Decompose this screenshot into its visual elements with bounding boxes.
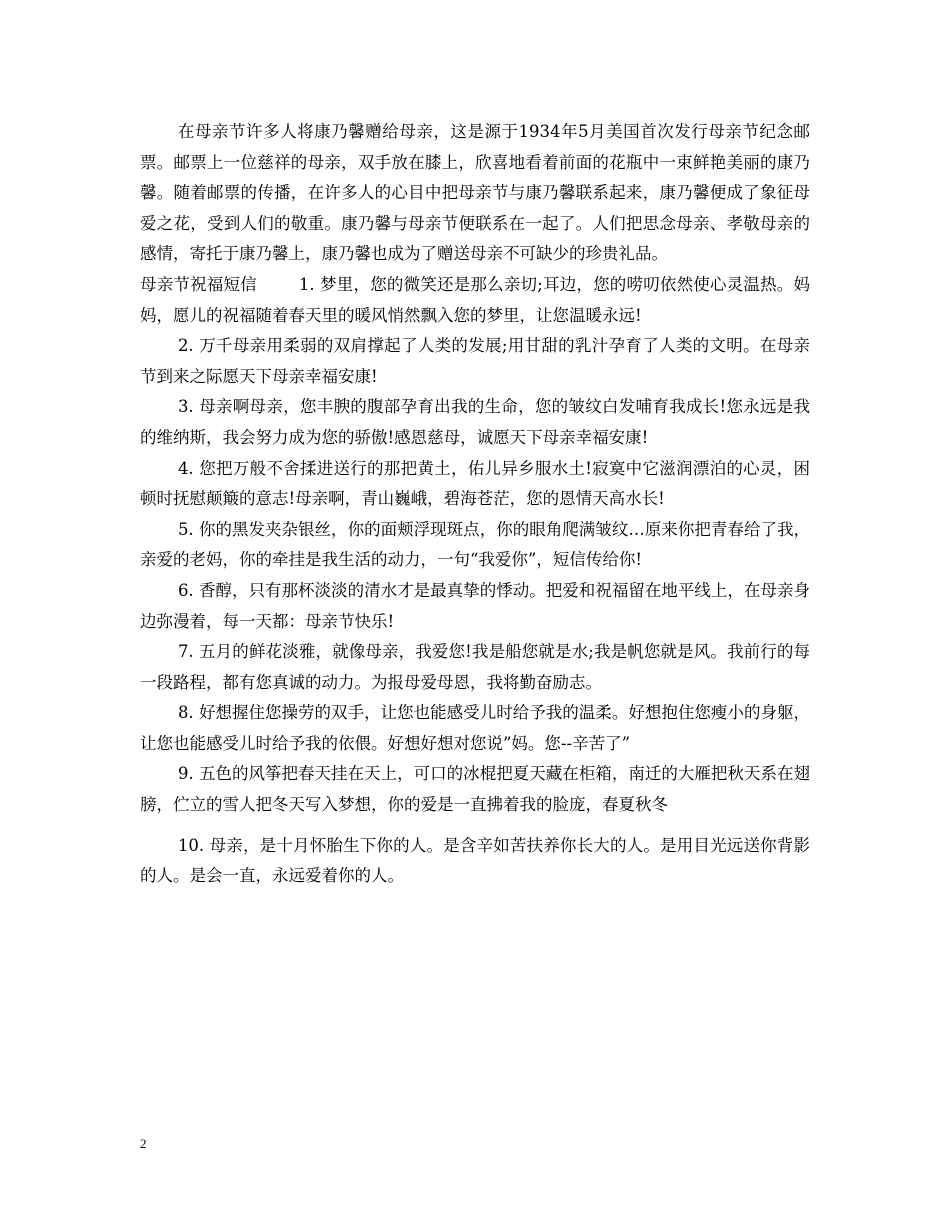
- greeting-item-10: 10. 母亲，是十月怀胎生下你的人。是含辛如苦扶养你长大的人。是用目光远送你背影的人。是会一直，永远爱着你的人。: [140, 835, 810, 886]
- greeting-item-1: 1. 梦里，您的微笑还是那么亲切;耳边，您的唠叨依然使心灵温热。妈妈，愿儿的祝福随着春天里的暖风悄然飘入您的梦里，让您温暖永远!: [140, 274, 811, 325]
- greeting-item-4: 4. 您把万般不舍揉进送行的那把黄土，佑儿异乡服水土!寂寞中它滋润漂泊的心灵，困顿时抚慰颠簸的意志!母亲啊，青山巍峨，碧海苍茫，您的恩情天高水长!: [140, 458, 810, 509]
- document-body: [140, 117, 810, 892]
- greeting-item-1-paragraph: [140, 270, 810, 331]
- greeting-item-3: 3. 母亲啊母亲，您丰腴的腹部孕育出我的生命，您的皱纹白发哺育我成长!您永远是我的维纳斯，我会努力成为您的骄傲!感恩慈母，诚愿天下母亲幸福安康!: [140, 397, 810, 447]
- greeting-item-5: 5. 你的黑发夹杂银丝，你的面颊浮现斑点，你的眼角爬满皱纹…原来你把青春给了我，亲爱的老妈，你的牵挂是我生活的动力，一句“我爱你”，短信传给你!: [140, 519, 810, 570]
- greeting-item-8: 8. 好想握住您操劳的双手，让您也能感受儿时给予我的温柔。好想抱住您瘦小的身躯，让您也能感受儿时给予我的依偎。好想好想对您说”妈。您--辛苦了”: [140, 703, 810, 753]
- section-title: 母亲节祝福短信: [140, 274, 257, 294]
- greeting-item-2: 2. 万千母亲用柔弱的双肩撑起了人类的发展;用甘甜的乳汁孕育了人类的文明。在母亲节到来之际愿天下母亲幸福安康!: [140, 336, 810, 386]
- greeting-item-7: 7. 五月的鲜花淡雅，就像母亲，我爱您!我是船您就是水;我是帆您就是风。我前行的每一段路程，都有您真诚的动力。为报母爱母恩，我将勤奋励志。: [140, 642, 810, 692]
- greeting-item-9: 9. 五色的风筝把春天挂在天上，可口的冰棍把夏天藏在柜箱，南迁的大雁把秋天系在翅膀，伫立的雪人把冬天写入梦想，你的爱是一直拂着我的脸庞，春夏秋冬: [140, 764, 810, 815]
- page-number: 2: [140, 1136, 147, 1151]
- greeting-item-6: 6. 香醇，只有那杯淡淡的清水才是最真挚的悸动。把爱和祝福留在地平线上，在母亲身边弥漫着，每一天都：母亲节快乐!: [140, 580, 810, 631]
- intro-paragraph: 在母亲节许多人将康乃馨赠给母亲，这是源于1934年5月美国首次发行母亲节纪念邮票。邮票上一位慈祥的母亲，双手放在膝上，欣喜地看着前面的花瓶中一束鲜艳美丽的康乃馨。随着邮票的传播，在许多人的心目中把母亲节与康乃馨联系起来，康乃馨便成了象征母爱之花，受到人们的敬重。康乃馨与母亲节便联系在一起了。人们把思念母亲、孝敬母亲的感情，寄托于康乃馨上，康乃馨也成为了赠送母亲不可缺少的珍贵礼品。: [140, 122, 810, 264]
